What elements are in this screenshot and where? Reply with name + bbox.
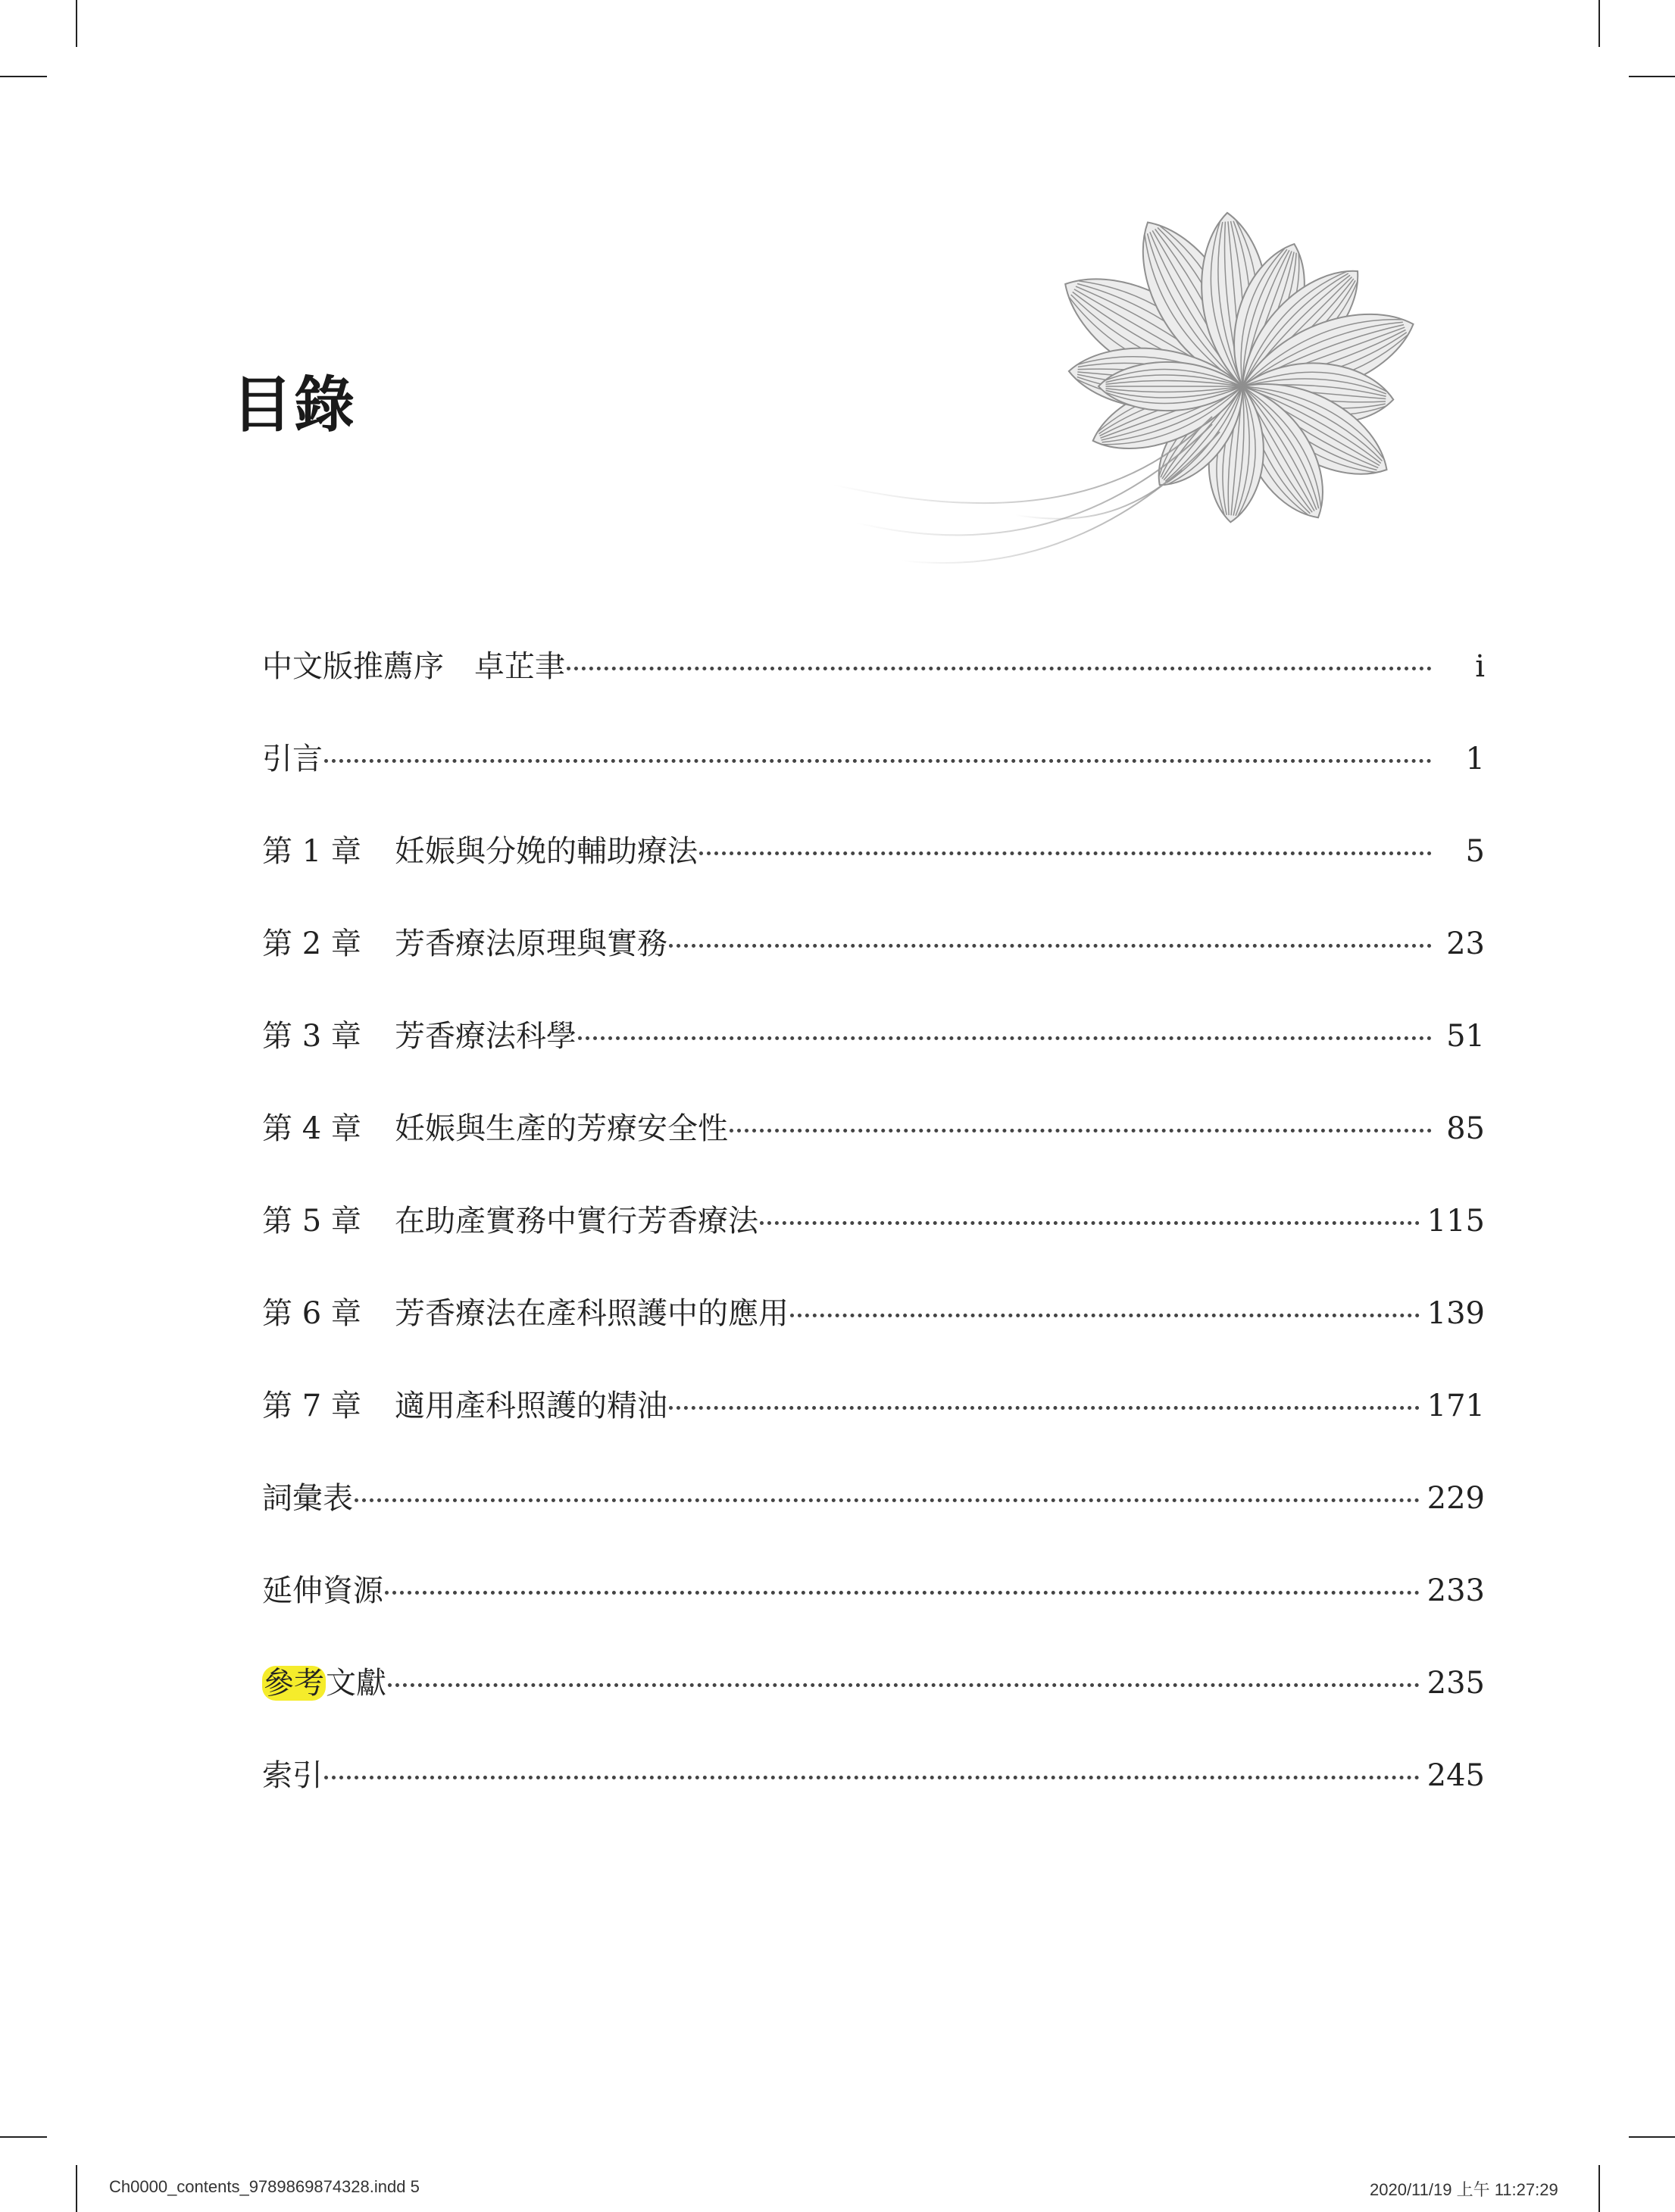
dot-leader: [669, 1406, 1420, 1410]
toc-entry-title: 妊娠與生產的芳療安全性: [395, 1111, 728, 1146]
crop-mark: [1629, 2136, 1675, 2138]
toc-entry-title: 在助產實務中實行芳香療法: [395, 1204, 758, 1239]
toc-entry-title: 芳香療法在產科照護中的應用: [395, 1296, 789, 1331]
crop-mark: [1598, 0, 1600, 47]
toc-chapter-number: 第 3 章: [262, 1019, 361, 1054]
toc-page-number: 139: [1427, 1296, 1485, 1331]
highlighted-text: 參考: [264, 1666, 324, 1701]
toc-entry-title: 芳香療法科學: [395, 1019, 577, 1054]
toc-row-chapter-4[interactable]: [262, 1106, 1485, 1198]
toc-row-chapter-3[interactable]: [262, 1014, 1485, 1106]
toc-entry-title: [262, 1661, 386, 1706]
dot-leader: [699, 851, 1432, 855]
toc-page-number: i: [1475, 649, 1485, 684]
toc-chapter-number: 第 6 章: [262, 1296, 361, 1331]
toc-entry-title: 芳香療法原理與實務: [395, 926, 667, 961]
toc-entry-title-rest: 文獻: [326, 1666, 386, 1701]
toc-page-number: 229: [1427, 1481, 1485, 1516]
dot-leader: [385, 1591, 1420, 1595]
page-title: 目錄: [232, 370, 356, 440]
dot-leader: [790, 1314, 1420, 1317]
toc-entry-title: 索引: [262, 1758, 323, 1793]
crop-mark: [0, 2136, 47, 2138]
toc-page-number: 5: [1465, 834, 1485, 869]
toc-page-number: 115: [1427, 1204, 1485, 1239]
toc-entry-title: 妊娠與分娩的輔助療法: [395, 834, 698, 869]
print-slug-timestamp: 2020/11/19 上午 11:27:29: [1370, 2180, 1558, 2199]
dot-leader: [567, 667, 1432, 670]
toc-page-number: 23: [1446, 926, 1485, 961]
dot-leader: [324, 1776, 1420, 1779]
crop-mark: [1598, 2165, 1600, 2212]
toc-page-number: 51: [1446, 1019, 1485, 1054]
toc-chapter-number: 第 1 章: [262, 834, 361, 869]
toc-row-preface[interactable]: [262, 644, 1485, 736]
crop-mark: [76, 0, 77, 47]
toc-row-chapter-6[interactable]: [262, 1291, 1485, 1383]
crop-mark: [0, 76, 47, 77]
dot-leader: [355, 1498, 1420, 1502]
flower-illustration: [788, 167, 1470, 636]
dot-leader: [730, 1129, 1432, 1133]
crop-mark: [76, 2165, 77, 2212]
toc-page-number: 235: [1427, 1666, 1485, 1701]
toc-page-number: 1: [1465, 742, 1485, 776]
toc-chapter-number: 第 2 章: [262, 926, 361, 961]
toc-page-number: 245: [1427, 1758, 1485, 1793]
toc-row-chapter-1[interactable]: [262, 829, 1485, 921]
table-of-contents: [262, 644, 1485, 1845]
print-slug-filename: Ch0000_contents_9789869874328.indd 5: [109, 2177, 420, 2196]
crop-mark: [1629, 76, 1675, 77]
toc-entry-title: 延伸資源: [262, 1573, 383, 1608]
toc-chapter-number: 第 5 章: [262, 1204, 361, 1239]
toc-entry-title: 引言: [262, 742, 323, 776]
toc-row-introduction[interactable]: [262, 736, 1485, 829]
toc-row-further-resources[interactable]: [262, 1568, 1485, 1661]
dot-leader: [324, 759, 1432, 763]
dot-leader: [669, 944, 1432, 948]
dot-leader: [388, 1683, 1420, 1687]
toc-row-glossary[interactable]: [262, 1476, 1485, 1568]
toc-row-chapter-2[interactable]: [262, 921, 1485, 1014]
toc-page-number: 85: [1446, 1111, 1485, 1146]
dot-leader: [578, 1036, 1432, 1040]
toc-chapter-number: 第 4 章: [262, 1111, 361, 1146]
toc-entry-title: 適用產科照護的精油: [395, 1389, 667, 1423]
toc-page-number: 233: [1427, 1573, 1485, 1608]
toc-row-chapter-7[interactable]: [262, 1383, 1485, 1476]
toc-row-references[interactable]: [262, 1661, 1485, 1753]
toc-entry-title: 中文版推薦序 卓芷聿: [262, 649, 565, 684]
toc-page-number: 171: [1427, 1389, 1485, 1423]
dot-leader: [760, 1221, 1420, 1225]
toc-row-chapter-5[interactable]: [262, 1198, 1485, 1291]
toc-entry-title: 詞彙表: [262, 1481, 353, 1516]
toc-row-index[interactable]: [262, 1753, 1485, 1845]
toc-chapter-number: 第 7 章: [262, 1389, 361, 1423]
